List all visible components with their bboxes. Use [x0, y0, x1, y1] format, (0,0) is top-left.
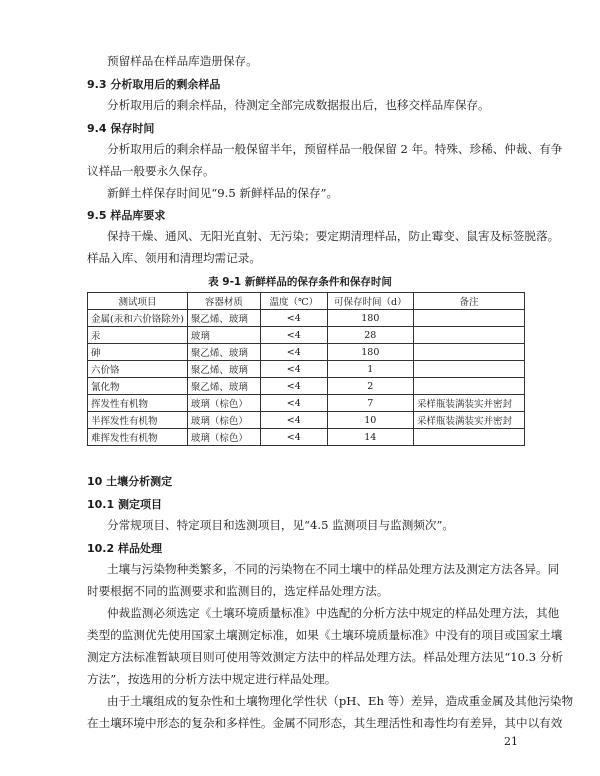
- table-cell: [413, 429, 524, 446]
- paragraph: 由于土壤组成的复杂性和土壤物理化学性状（pH、Eh 等）差异，造成重金属及其他污染物: [107, 694, 574, 708]
- table-row: [88, 361, 525, 378]
- section-heading-9-5: 9.5 样品库要求: [87, 209, 166, 222]
- paragraph: 类型的监测优先使用国家土壤测定标准，如果《土壤环境质量标准》中没有的项目或国家土壤: [87, 628, 563, 642]
- table-cell: 180: [327, 310, 413, 327]
- column-header: 温度（℃）: [260, 293, 327, 310]
- table-cell: 10: [327, 412, 413, 429]
- column-header: 测试项目: [88, 293, 188, 310]
- table-row: [88, 412, 525, 429]
- paragraph: 分析取用后的剩余样品一般保留半年，预留样品一般保留 2 年。特殊、珍稀、仲裁、有争: [107, 142, 563, 156]
- table-cell: 聚乙烯、玻璃: [187, 378, 260, 395]
- table-cell: 7: [327, 395, 413, 412]
- table-cell: 14: [327, 429, 413, 446]
- section-heading-10-2: 10.2 样品处理: [87, 542, 162, 555]
- table-cell: [413, 327, 524, 344]
- paragraph: 在土壤环境中形态的复杂和多样性。金属不同形态，其生理活性和毒性均有差异，其中以有效: [87, 716, 563, 730]
- paragraph: 保持干燥、通风、无阳光直射、无污染；要定期清理样品，防止霉变、鼠害及标签脱落。: [107, 229, 560, 243]
- table-cell: [413, 310, 524, 327]
- table-cell: 金属(汞和六价铬除外): [88, 310, 188, 327]
- paragraph: 新鲜土样保存时间见“9.5 新鲜样品的保存”。: [107, 186, 339, 200]
- table-cell: 半挥发性有机物: [88, 412, 188, 429]
- paragraph: 预留样品在样品库造册保存。: [107, 54, 258, 68]
- table-cell: 难挥发性有机物: [88, 429, 188, 446]
- table-cell: <4: [260, 327, 327, 344]
- table-cell: 玻璃（棕色）: [187, 412, 260, 429]
- table-cell: 聚乙烯、玻璃: [187, 310, 260, 327]
- paragraph: 分析取用后的剩余样品，待测定全部完成数据报出后，也移交样品库保存。: [107, 98, 490, 112]
- paragraph: 方法”，按选用的分析方法中规定进行样品处理。: [87, 672, 337, 686]
- paragraph: 土壤与污染物种类繁多，不同的污染物在不同土壤中的样品处理方法及测定方法各异。同: [107, 562, 560, 576]
- table-caption: 表 9-1 新鲜样品的保存条件和保存时间: [208, 276, 392, 288]
- page-number: 21: [504, 735, 518, 748]
- table-cell: 聚乙烯、玻璃: [187, 361, 260, 378]
- table-cell: 1: [327, 361, 413, 378]
- paragraph: 测定方法标准暂缺项目则可使用等效测定方法中的样品处理方法。样品处理方法见“10.3 分析: [87, 650, 563, 664]
- table-header-row: [88, 293, 525, 310]
- table-cell: 六价铬: [88, 361, 188, 378]
- section-heading-10: 10 土壤分析测定: [87, 475, 173, 488]
- paragraph: 仲裁监测必须选定《土壤环境质量标准》中选配的分析方法中规定的样品处理方法，其他: [107, 606, 560, 620]
- table-row: [88, 344, 525, 361]
- table-cell: [413, 361, 524, 378]
- paragraph: 议样品一般要永久保存。: [87, 164, 215, 178]
- column-header: 备注: [413, 293, 524, 310]
- column-header: 可保存时间（d）: [327, 293, 413, 310]
- table-cell: 2: [327, 378, 413, 395]
- paragraph: 分常规项目、特定项目和选测项目，见“4.5 监测项目与监测频次”。: [107, 518, 455, 532]
- table-cell: <4: [260, 344, 327, 361]
- table-row: [88, 395, 525, 412]
- table-cell: 聚乙烯、玻璃: [187, 344, 260, 361]
- table-cell: 28: [327, 327, 413, 344]
- table-row: [88, 378, 525, 395]
- table-cell: [413, 378, 524, 395]
- column-header: 容器材质: [187, 293, 260, 310]
- section-heading-9-4: 9.4 保存时间: [87, 122, 155, 135]
- table-cell: <4: [260, 361, 327, 378]
- table-cell: <4: [260, 429, 327, 446]
- table-cell: 180: [327, 344, 413, 361]
- table-row: [88, 429, 525, 446]
- table-cell: 汞: [88, 327, 188, 344]
- table-row: [88, 310, 525, 327]
- table-cell: 采样瓶装满装实并密封: [413, 412, 524, 429]
- table-cell: <4: [260, 395, 327, 412]
- section-heading-9-3: 9.3 分析取用后的剩余样品: [87, 78, 221, 91]
- table-cell: 砷: [88, 344, 188, 361]
- table-cell: <4: [260, 378, 327, 395]
- table-cell: [413, 344, 524, 361]
- table-cell: 玻璃: [187, 327, 260, 344]
- table-cell: 采样瓶装满装实并密封: [413, 395, 524, 412]
- table-cell: <4: [260, 310, 327, 327]
- table-cell: 挥发性有机物: [88, 395, 188, 412]
- table-cell: <4: [260, 412, 327, 429]
- storage-table: [87, 292, 525, 446]
- table-cell: 氰化物: [88, 378, 188, 395]
- table-cell: 玻璃（棕色）: [187, 429, 260, 446]
- paragraph: 样品入库、领用和清理均需记录。: [87, 251, 261, 265]
- section-heading-10-1: 10.1 测定项目: [87, 498, 162, 511]
- paragraph: 时要根据不同的监测要求和监测目的，选定样品处理方法。: [87, 584, 389, 598]
- table-row: [88, 327, 525, 344]
- table-cell: 玻璃（棕色）: [187, 395, 260, 412]
